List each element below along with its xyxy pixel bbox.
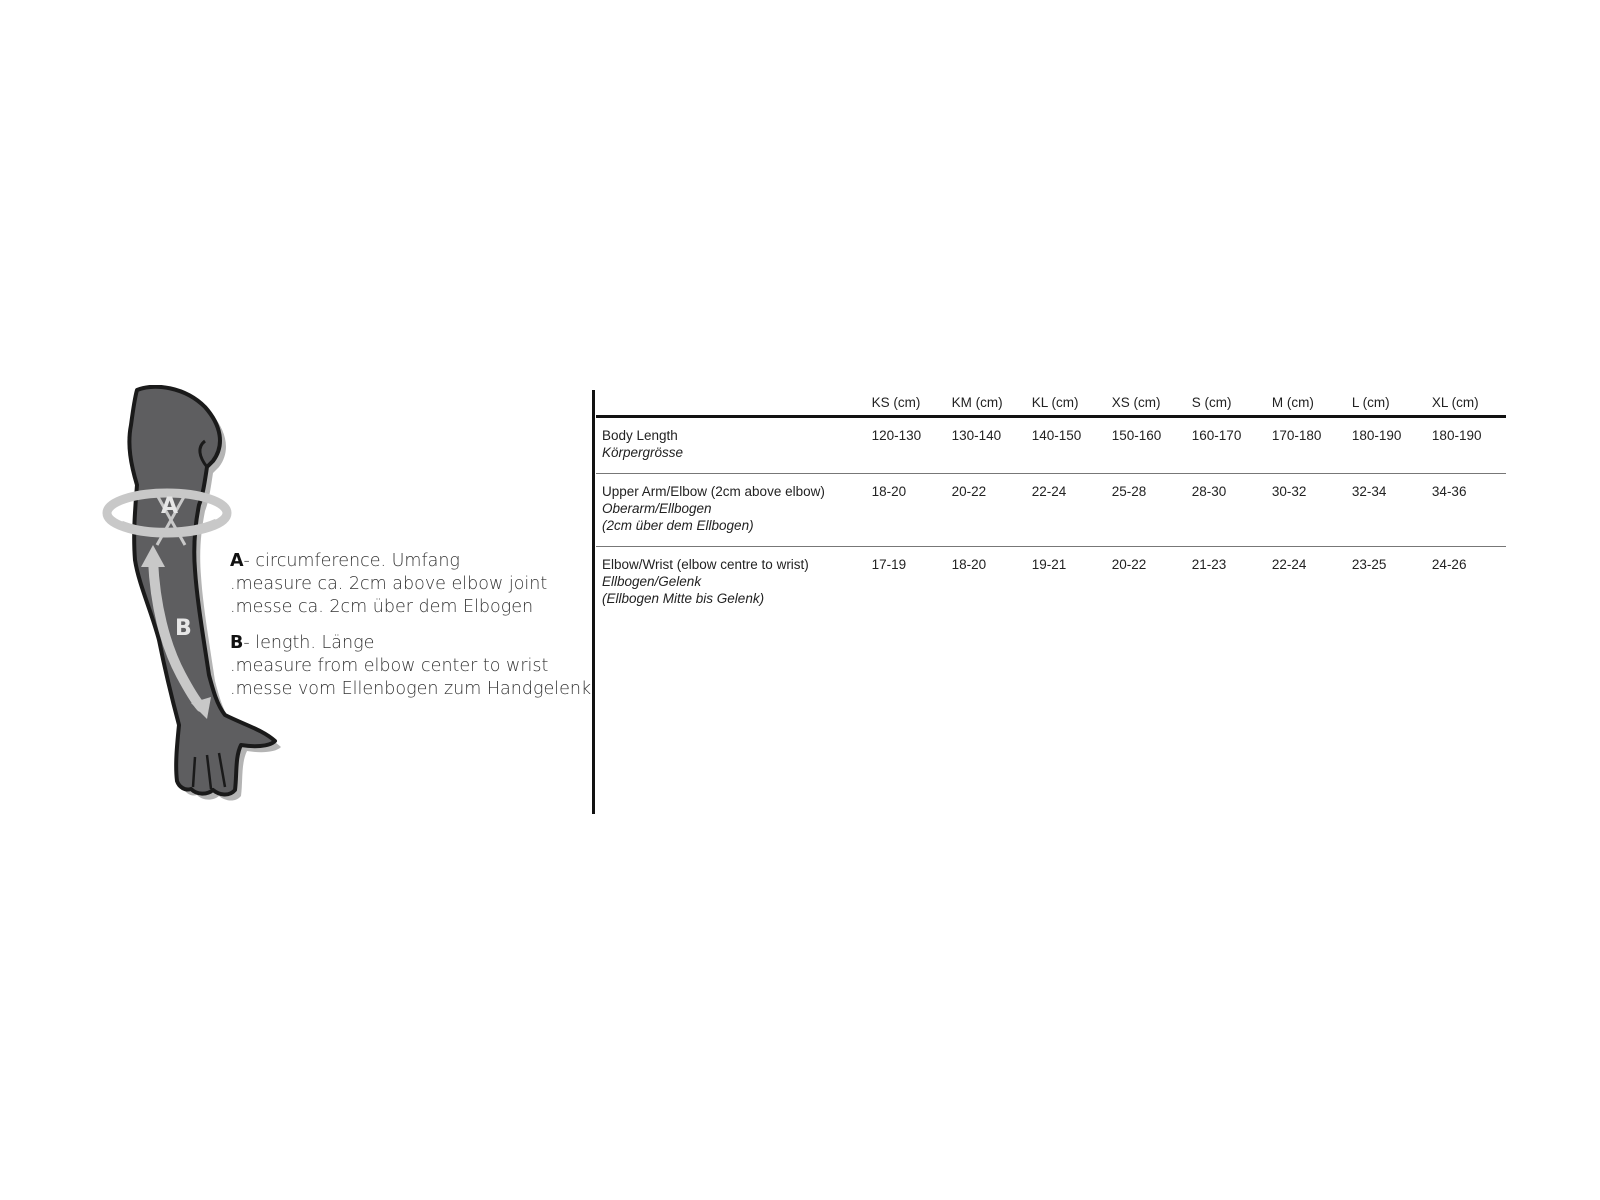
table-cell: 30-32 xyxy=(1271,484,1307,499)
vertical-divider xyxy=(592,390,595,814)
table-cell: 21-23 xyxy=(1191,557,1227,572)
note-b-title xyxy=(230,632,590,655)
column-header: KM (cm) xyxy=(951,395,1003,410)
column-header: XS (cm) xyxy=(1111,395,1161,410)
note-a-title xyxy=(230,550,590,573)
row-label: Upper Arm/Elbow (2cm above elbow) xyxy=(602,484,825,499)
table-row xyxy=(596,474,1506,547)
table-row xyxy=(596,547,1506,620)
table-header-row xyxy=(596,388,1506,417)
note-b-heading: - length. Länge xyxy=(243,633,375,653)
row-label: Elbow/Wrist (elbow centre to wrist) xyxy=(602,557,809,572)
table-cell: 180-190 xyxy=(1431,428,1482,443)
note-a-heading: - circumference. Umfang xyxy=(243,551,460,571)
table-cell: 17-19 xyxy=(871,557,907,572)
table-cell: 34-36 xyxy=(1431,484,1467,499)
column-header: XL (cm) xyxy=(1431,395,1479,410)
table-cell: 170-180 xyxy=(1271,428,1322,443)
table-cell: 25-28 xyxy=(1111,484,1147,499)
table-cell: 130-140 xyxy=(951,428,1002,443)
table-cell: 160-170 xyxy=(1191,428,1242,443)
note-b-letter: B xyxy=(230,633,244,653)
note-b-german: .messe vom Ellenbogen zum Handgelenk xyxy=(230,679,592,699)
table-cell: 24-26 xyxy=(1431,557,1467,572)
row-label-cell xyxy=(596,474,866,547)
label-b: B xyxy=(175,616,192,641)
label-a: A xyxy=(161,494,179,519)
table-cell: 120-130 xyxy=(871,428,922,443)
table-cell: 20-22 xyxy=(1111,557,1147,572)
row-label-cell xyxy=(596,417,866,474)
table-cell: 20-22 xyxy=(951,484,987,499)
row-label-german: Ellbogen/Gelenk xyxy=(602,574,702,589)
table-cell: 180-190 xyxy=(1351,428,1402,443)
note-a-english: .measure ca. 2cm above elbow joint xyxy=(230,574,548,594)
table-cell: 23-25 xyxy=(1351,557,1387,572)
header-blank xyxy=(596,388,866,417)
row-label-german-note: (2cm über dem Ellbogen) xyxy=(602,518,754,533)
table-cell: 18-20 xyxy=(871,484,907,499)
table-cell: 28-30 xyxy=(1191,484,1227,499)
table-cell: 19-21 xyxy=(1031,557,1067,572)
column-header: M (cm) xyxy=(1271,395,1314,410)
note-b-english: .measure from elbow center to wrist xyxy=(230,656,549,676)
row-label-german-note: (Ellbogen Mitte bis Gelenk) xyxy=(602,591,765,606)
column-header: KS (cm) xyxy=(871,395,921,410)
table-cell: 32-34 xyxy=(1351,484,1387,499)
table-cell: 150-160 xyxy=(1111,428,1162,443)
column-header: L (cm) xyxy=(1351,395,1390,410)
row-label-german: Körpergrösse xyxy=(602,445,684,460)
note-a-german: .messe ca. 2cm über dem Elbogen xyxy=(230,597,534,617)
size-chart-table xyxy=(596,388,1506,619)
note-a-letter: A xyxy=(230,551,244,571)
column-header: S (cm) xyxy=(1191,395,1232,410)
table-cell: 18-20 xyxy=(951,557,987,572)
row-label: Body Length xyxy=(602,428,678,443)
table-cell: 140-150 xyxy=(1031,428,1082,443)
table-cell: 22-24 xyxy=(1031,484,1067,499)
table-row xyxy=(596,417,1506,474)
measurement-notes xyxy=(230,550,590,701)
row-label-german: Oberarm/Ellbogen xyxy=(602,501,712,516)
row-label-cell xyxy=(596,547,866,620)
table-cell: 22-24 xyxy=(1271,557,1307,572)
column-header: KL (cm) xyxy=(1031,395,1079,410)
